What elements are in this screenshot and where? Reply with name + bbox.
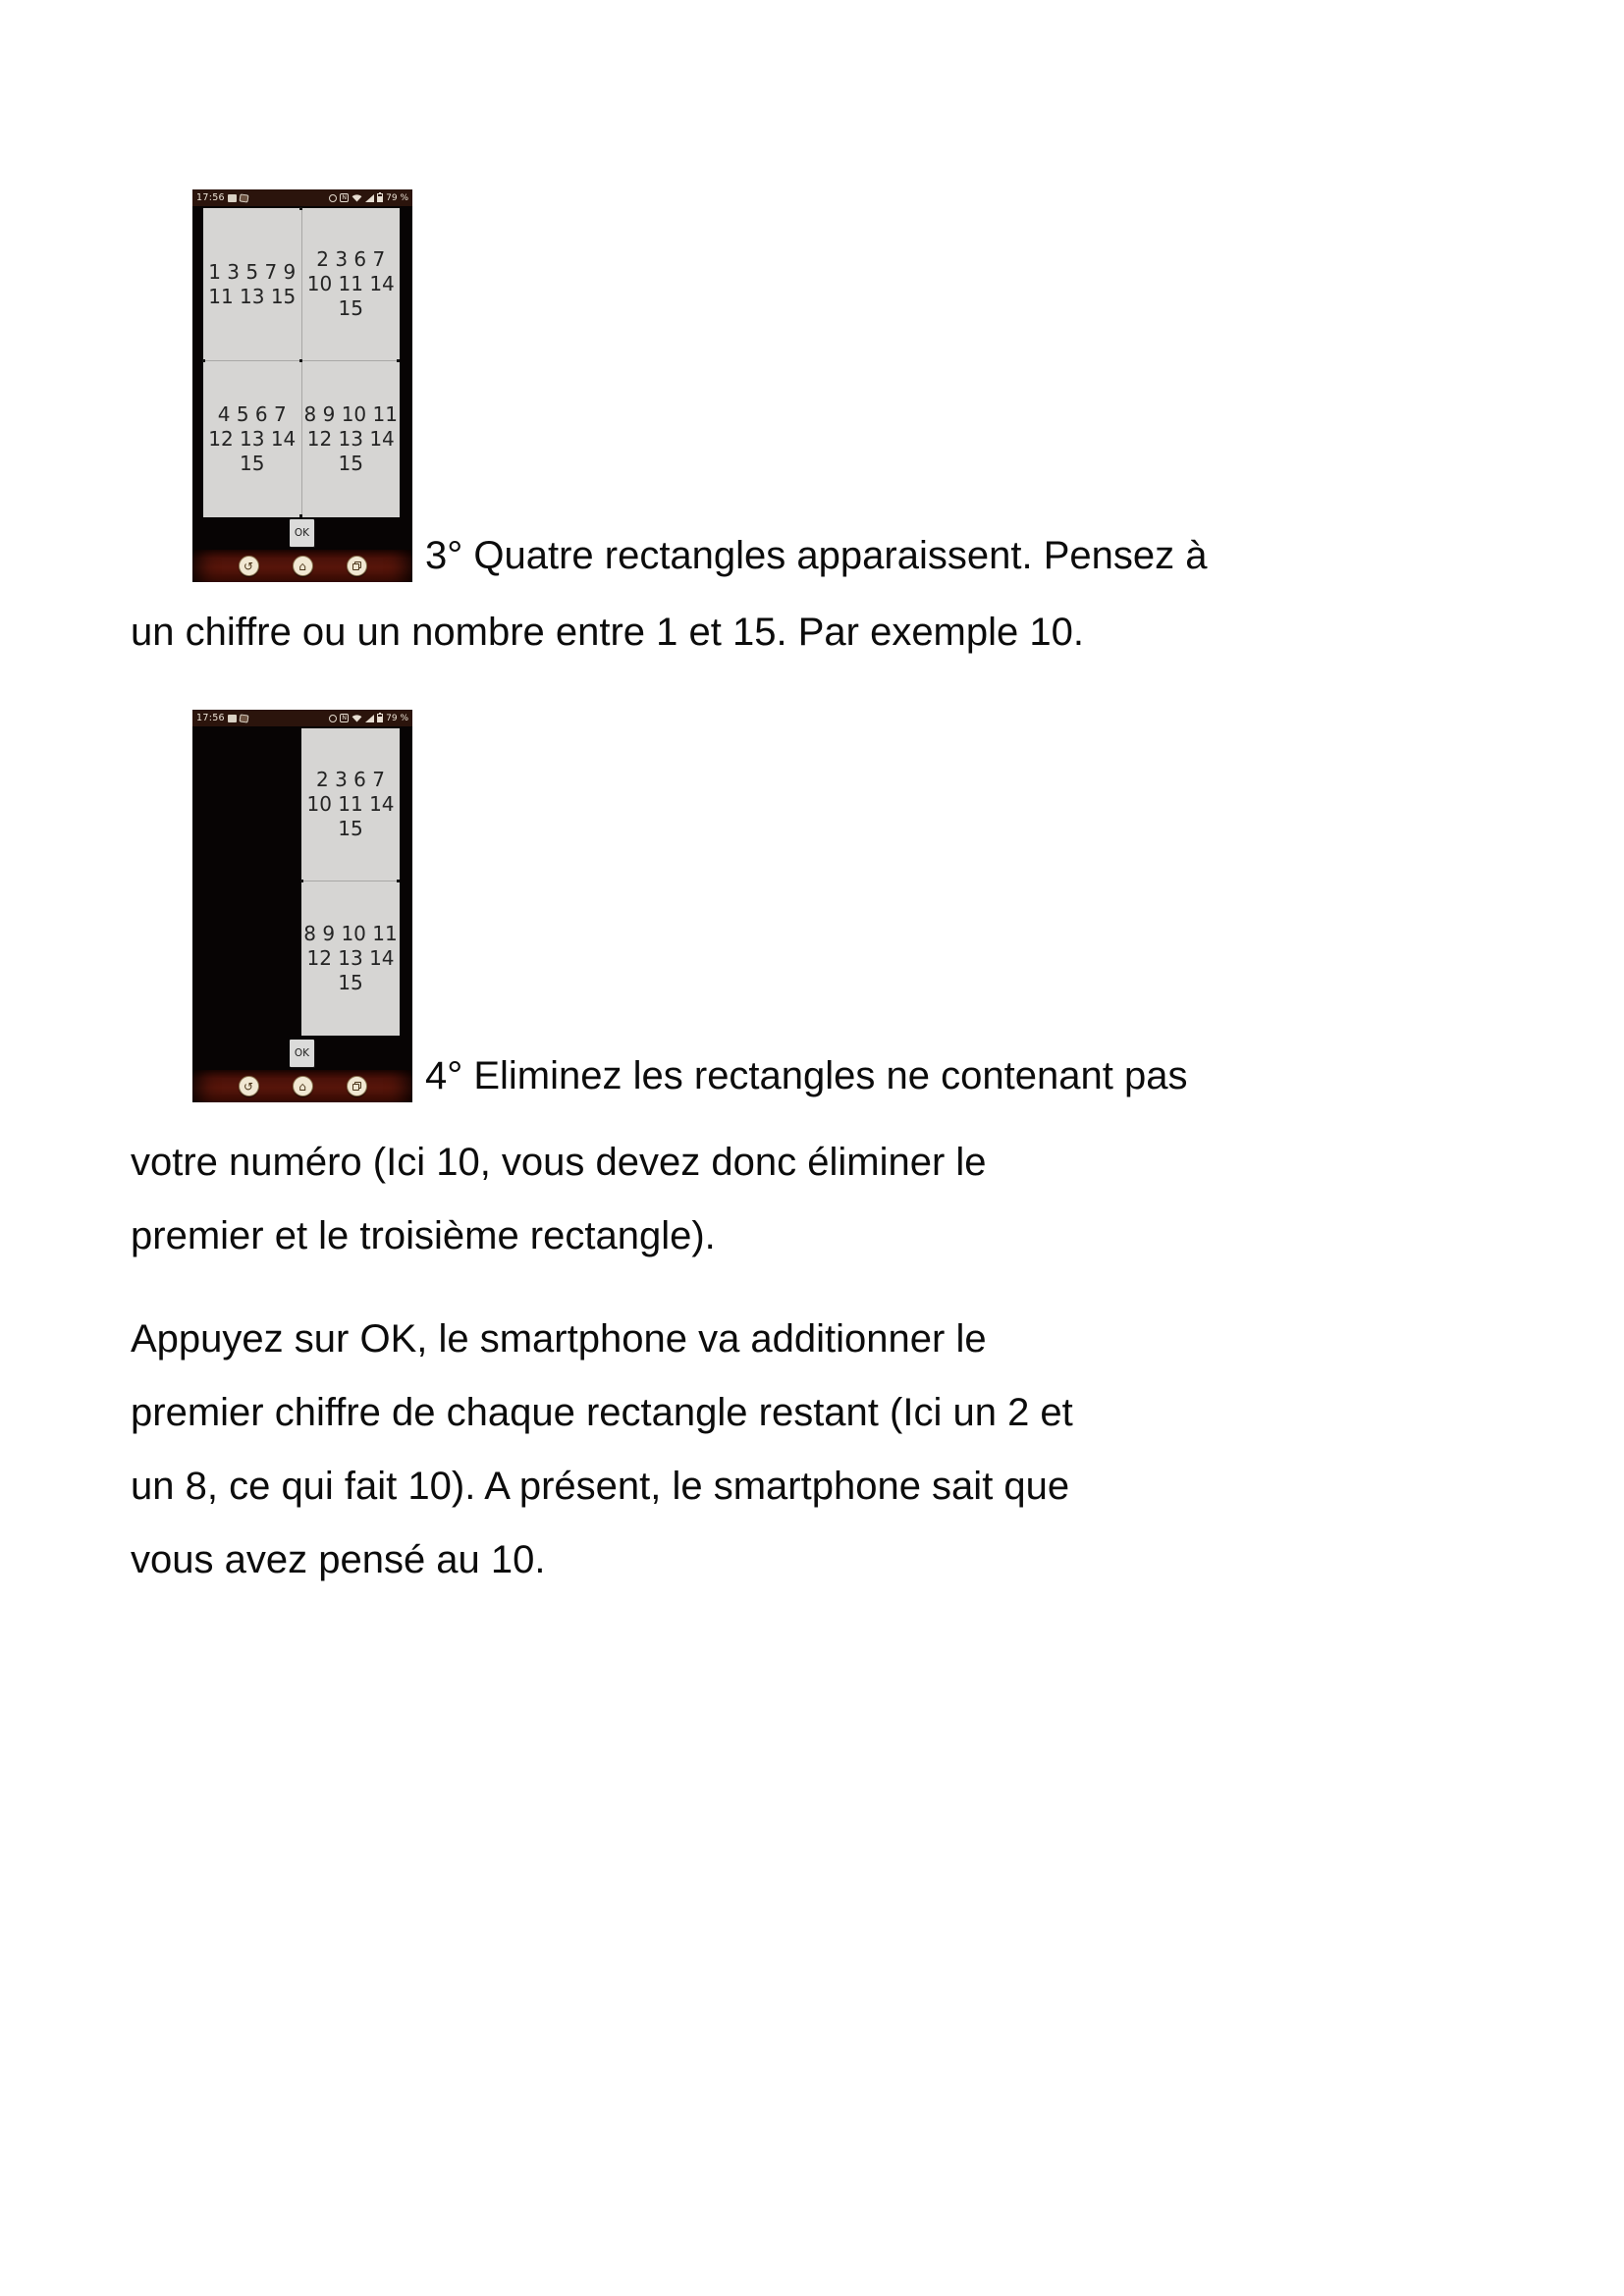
gallery-icon — [228, 194, 237, 202]
recents-icon — [352, 561, 361, 570]
signal-icon — [365, 715, 374, 722]
step3-text-line2: un chiffre ou un nombre entre 1 et 15. Par exemple 10. — [131, 611, 1084, 654]
paragraph-line: vous avez pensé au 10. — [131, 1538, 546, 1581]
step3-section — [131, 189, 1207, 669]
rectangle-2 — [302, 208, 401, 360]
status-bar — [192, 710, 412, 726]
grid-marker-dot — [299, 207, 302, 210]
status-bar — [192, 189, 412, 206]
navigation-bar — [192, 550, 412, 582]
gallery-icon — [228, 715, 237, 722]
home-icon: ⌂ — [298, 1079, 306, 1094]
app-notification-icon — [239, 714, 248, 722]
numbers-line: 4 5 6 7 — [217, 402, 287, 426]
nfc-icon: N — [340, 193, 349, 202]
numbers-line: 15 — [240, 452, 265, 475]
signal-icon — [365, 194, 374, 202]
back-button — [239, 1076, 259, 1096]
step4-text-line2: votre numéro (Ici 10, vous devez donc éliminer le — [131, 1141, 987, 1184]
grid-marker-dot — [202, 359, 205, 362]
wifi-icon — [352, 714, 362, 722]
ok-button: OK — [290, 1040, 314, 1067]
clock-text: 17:56 — [196, 192, 225, 203]
numbers-line: 2 3 6 7 — [316, 768, 385, 791]
step4-section — [131, 710, 1187, 1273]
grid-marker-dot — [397, 359, 400, 362]
numbers-line: 12 13 14 — [208, 427, 297, 451]
phone-screenshot-1 — [192, 189, 412, 582]
grid-marker-dot — [299, 359, 302, 362]
battery-icon — [377, 714, 383, 722]
nfc-icon: N — [340, 714, 349, 722]
home-button — [293, 1076, 313, 1096]
recents-button — [347, 556, 367, 576]
battery-percent: 79 % — [386, 713, 408, 723]
clock-text: 17:56 — [196, 713, 225, 723]
numbers-line: 10 11 14 — [306, 272, 395, 295]
battery-icon — [377, 193, 383, 202]
recents-button — [347, 1076, 367, 1096]
numbers-line: 15 — [338, 452, 363, 475]
paragraph-line: premier chiffre de chaque rectangle restant (Ici un 2 et — [131, 1391, 1073, 1434]
numbers-line: 15 — [338, 971, 363, 994]
step4-row — [131, 710, 1187, 1102]
grid-marker-dot — [397, 880, 400, 882]
phone-screenshot-2 — [192, 710, 412, 1102]
home-icon: ⌂ — [298, 559, 306, 573]
numbers-line: 12 13 14 — [306, 427, 395, 451]
numbers-line: 11 13 15 — [208, 284, 297, 308]
remaining-rectangles-column — [301, 728, 400, 1036]
back-icon: ↺ — [243, 559, 254, 573]
grid-marker-dot — [299, 514, 302, 517]
numbers-line: 15 — [338, 296, 363, 320]
alarm-icon — [329, 715, 337, 722]
rectangle-4 — [301, 881, 400, 1036]
recents-icon — [352, 1082, 361, 1091]
closing-paragraph — [131, 1303, 1073, 1597]
paragraph-line: un 8, ce qui fait 10). A présent, le smartphone sait que — [131, 1465, 1070, 1508]
alarm-icon — [329, 194, 337, 202]
step3-text-line1: 3° Quatre rectangles apparaissent. Pensez à — [425, 534, 1208, 577]
home-button — [293, 556, 313, 576]
numbers-line: 15 — [338, 817, 363, 840]
numbers-line: 12 13 14 — [306, 946, 395, 970]
step4-text-line3: premier et le troisième rectangle). — [131, 1214, 716, 1257]
battery-percent: 79 % — [386, 192, 408, 203]
wifi-icon — [352, 193, 362, 202]
numbers-line: 8 9 10 11 — [303, 402, 398, 426]
ok-button: OK — [290, 519, 314, 547]
rectangle-2 — [301, 728, 400, 881]
paragraph-line: Appuyez sur OK, le smartphone va additionner le — [131, 1317, 987, 1361]
rectangle-4 — [302, 361, 401, 517]
rectangle-3 — [203, 361, 301, 517]
back-button — [239, 556, 259, 576]
navigation-bar — [192, 1070, 412, 1102]
back-icon: ↺ — [243, 1079, 254, 1094]
step4-text-line1: 4° Eliminez les rectangles ne contenant pas — [425, 1054, 1188, 1097]
app-notification-icon — [239, 193, 248, 202]
grid-marker-dot — [300, 880, 303, 882]
rectangle-1 — [203, 208, 301, 360]
number-rectangles-grid — [203, 208, 400, 517]
numbers-line: 10 11 14 — [306, 792, 395, 816]
numbers-line: 8 9 10 11 — [303, 922, 398, 945]
numbers-line: 2 3 6 7 — [316, 247, 386, 271]
numbers-line: 1 3 5 7 9 — [208, 259, 297, 284]
step3-row — [131, 189, 1207, 582]
